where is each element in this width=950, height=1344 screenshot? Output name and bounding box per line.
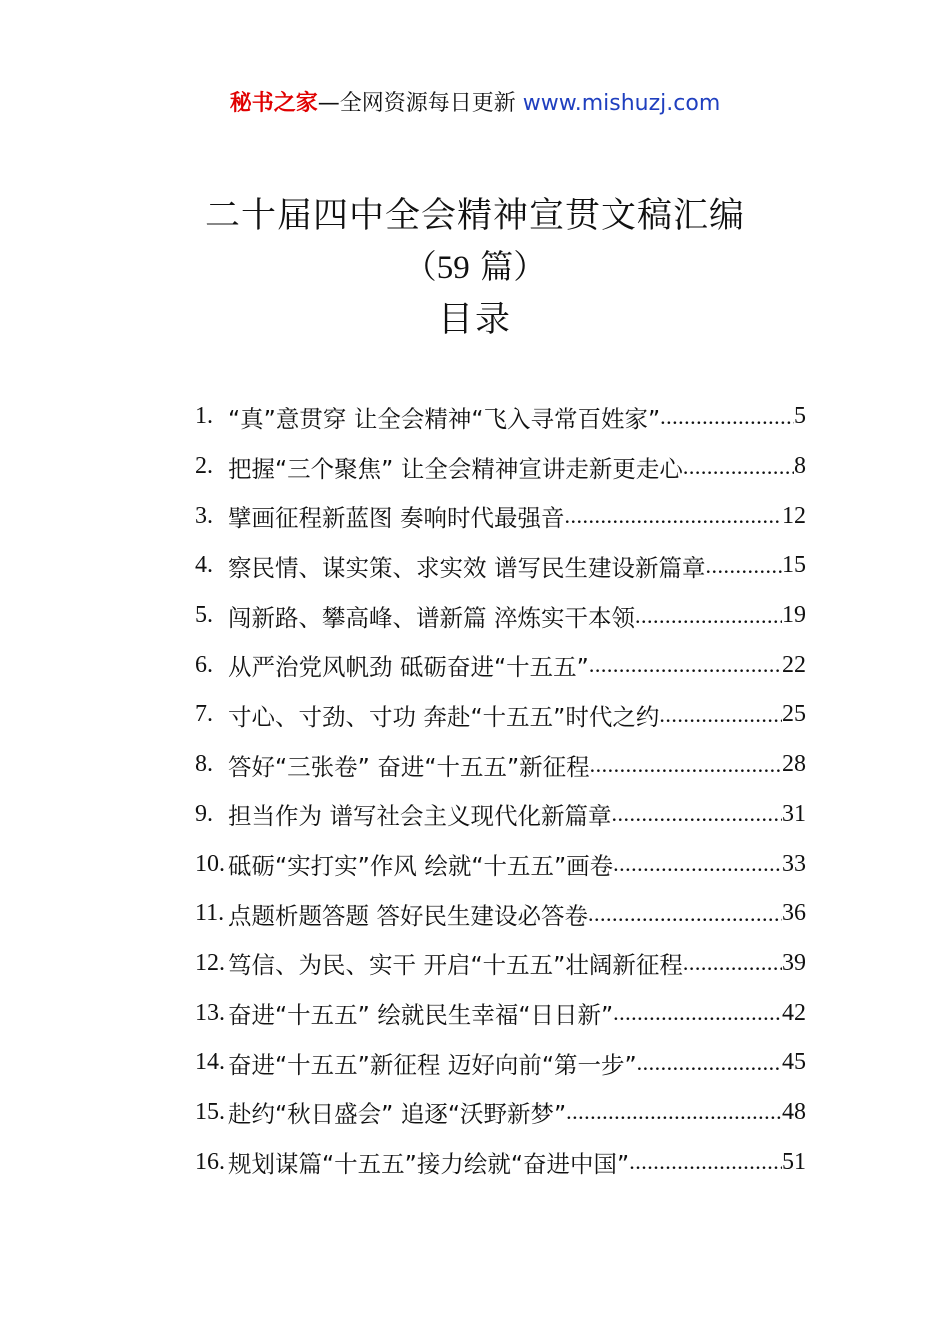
toc-entry-page: 42 [782, 999, 806, 1026]
toc-entry-page: 31 [782, 800, 806, 827]
toc-entry-number: 10. [195, 850, 225, 877]
toc-entry[interactable] [195, 1137, 806, 1187]
toc-entry[interactable] [195, 591, 806, 641]
document-title: 二十届四中全会精神宣贯文稿汇编 [204, 196, 745, 236]
toc-entry[interactable] [195, 790, 806, 840]
toc-entry-number: 13. [195, 999, 225, 1026]
toc-entry[interactable] [195, 1088, 806, 1138]
toc-entry-title: 笃信、为民、实干 开启“十五五”壮阔新征程 [228, 951, 683, 980]
toc-dot-leader [589, 650, 782, 680]
article-count: 59 [436, 250, 470, 286]
toc-dot-leader [611, 799, 782, 829]
toc-entry-number: 12. [195, 949, 225, 976]
toc-dot-leader [637, 1048, 782, 1078]
toc-dot-leader [705, 551, 782, 581]
toc-entry-title: 奋进“十五五”新征程 迈好向前“第一步” [228, 1050, 637, 1079]
toc-entry[interactable] [195, 491, 806, 541]
toc-entry-title: 奋进“十五五” 绘就民生幸福“日日新” [228, 1001, 614, 1030]
toc-entry-page: 12 [782, 502, 806, 529]
toc-entry[interactable] [195, 839, 806, 889]
toc-dot-leader [660, 402, 794, 432]
toc-entry-number: 1. [195, 403, 213, 430]
toc-entry-number: 14. [195, 1049, 225, 1076]
toc-entry-number: 2. [195, 453, 213, 480]
toc-dot-leader [635, 601, 782, 631]
toc-dot-leader [659, 700, 782, 730]
toc-entry[interactable] [195, 939, 806, 989]
toc-entry-page: 39 [782, 949, 806, 976]
toc-entry-page: 28 [782, 751, 806, 778]
toc-dot-leader [683, 948, 782, 978]
toc-entry-title: 砥砺“实打实”作风 绘就“十五五”画卷 [228, 852, 614, 881]
toc-entry-title: 规划谋篇“十五五”接力绘就“奋进中国” [228, 1150, 630, 1179]
site-header [0, 88, 950, 120]
site-brand: 秘书之家 [229, 91, 318, 116]
toc-entry-number: 8. [195, 751, 213, 778]
toc-entry-title: 闯新路、攀高峰、谱新篇 淬炼实干本领 [228, 603, 635, 632]
toc-entry-page: 33 [782, 850, 806, 877]
toc-dot-leader [613, 849, 782, 879]
toc-entry-page: 51 [782, 1148, 806, 1175]
article-count-unit: 篇 [469, 247, 514, 286]
toc-entry-number: 4. [195, 552, 213, 579]
table-of-contents [195, 392, 806, 1187]
document-subtitle [0, 242, 950, 293]
toc-entry[interactable] [195, 690, 806, 740]
toc-entry-page: 22 [782, 651, 806, 678]
toc-entry-title: 把握“三个聚焦” 让全会精神宣讲走新更走心 [228, 454, 683, 483]
toc-entry-number: 6. [195, 651, 213, 678]
toc-entry-number: 15. [195, 1098, 225, 1125]
toc-entry-page: 25 [782, 701, 806, 728]
toc-entry-title: 答好“三张卷” 奋进“十五五”新征程 [228, 752, 590, 781]
toc-entry-page: 8 [794, 453, 806, 480]
site-url-link[interactable]: www.mishuzj.com [522, 91, 721, 116]
toc-entry[interactable] [195, 1038, 806, 1088]
toc-entry-number: 5. [195, 602, 213, 629]
toc-dot-leader [590, 750, 782, 780]
toc-entry-number: 9. [195, 800, 213, 827]
toc-entry-page: 5 [794, 403, 806, 430]
toc-entry[interactable] [195, 541, 806, 591]
toc-heading: 目录 [437, 300, 512, 340]
toc-entry-number: 7. [195, 701, 213, 728]
toc-entry[interactable] [195, 740, 806, 790]
toc-entry-page: 19 [782, 602, 806, 629]
toc-entry-number: 3. [195, 502, 213, 529]
toc-entry[interactable] [195, 640, 806, 690]
toc-entry-title: 擘画征程新蓝图 奏响时代最强音 [228, 504, 565, 533]
toc-entry[interactable] [195, 889, 806, 939]
toc-entry-page: 36 [782, 900, 806, 927]
toc-dot-leader [683, 452, 794, 482]
subtitle-close-paren: ） [513, 247, 547, 286]
toc-entry-title: 赴约“秋日盛会” 追逐“沃野新梦” [228, 1100, 567, 1129]
toc-dot-leader [613, 998, 782, 1028]
toc-entry[interactable] [195, 392, 806, 442]
toc-dot-leader [566, 1097, 782, 1127]
toc-dot-leader [629, 1147, 782, 1177]
toc-entry-page: 48 [782, 1098, 806, 1125]
toc-entry-title: 从严治党风帆劲 砥砺奋进“十五五” [228, 653, 589, 682]
toc-entry-title: 担当作为 谱写社会主义现代化新篇章 [228, 802, 612, 831]
toc-dot-leader [564, 501, 782, 531]
subtitle-open-paren: （ [403, 247, 437, 286]
toc-entry[interactable] [195, 988, 806, 1038]
toc-entry-title: “真”意贯穿 让全会精神“飞入寻常百姓家” [228, 404, 661, 433]
toc-entry-title: 点题析题答题 答好民生建设必答卷 [228, 901, 588, 930]
toc-entry[interactable] [195, 442, 806, 492]
toc-entry-title: 察民情、谋实策、求实效 谱写民生建设新篇章 [228, 553, 706, 582]
toc-entry-page: 15 [782, 552, 806, 579]
toc-dot-leader [588, 899, 782, 929]
toc-entry-page: 45 [782, 1049, 806, 1076]
site-slogan: —全网资源每日更新 [317, 91, 523, 116]
toc-entry-number: 16. [195, 1148, 225, 1175]
toc-entry-number: 11. [195, 900, 225, 927]
toc-entry-title: 寸心、寸劲、寸功 奔赴“十五五”时代之约 [228, 702, 660, 731]
